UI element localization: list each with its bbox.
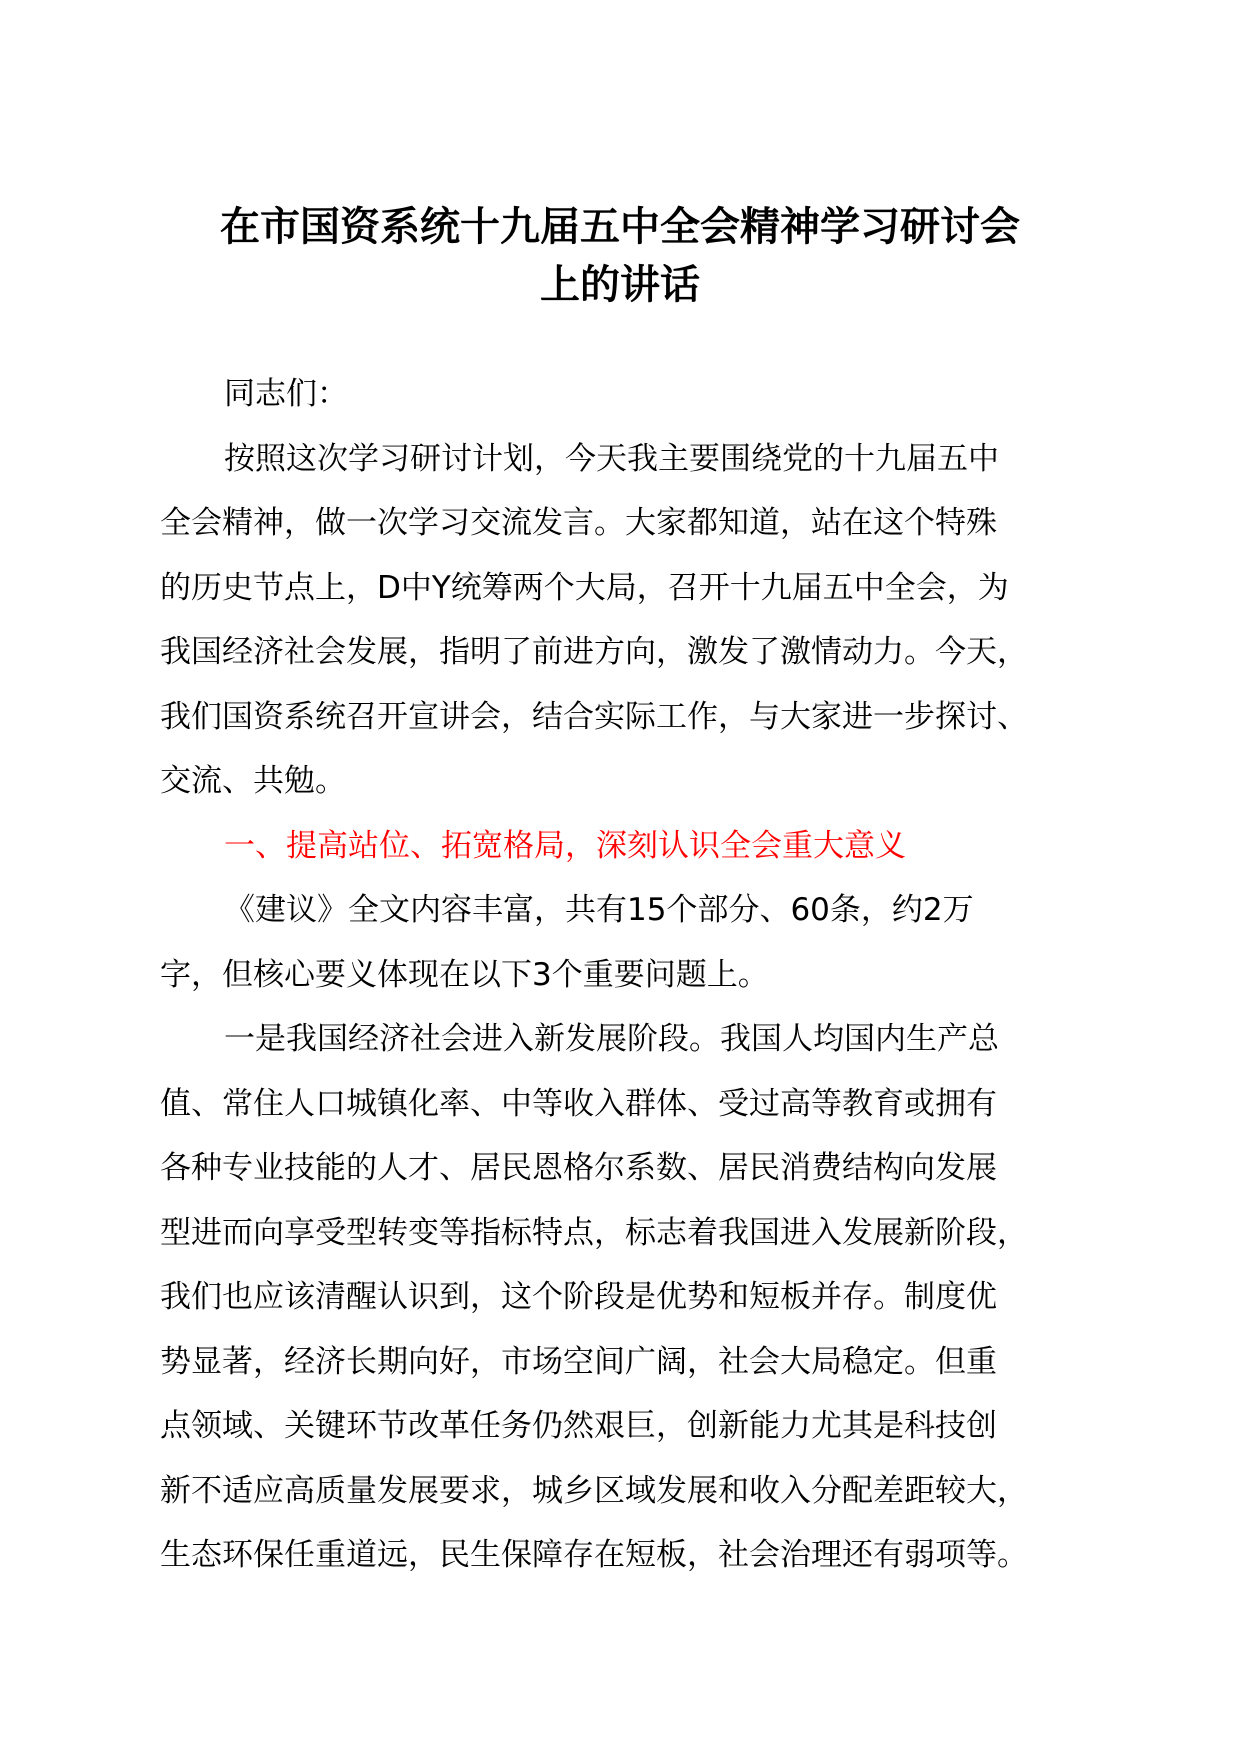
title-line-2: 上的讲话	[540, 262, 700, 308]
paragraph-line: 各种专业技能的人才、居民恩格尔系数、居民消费结构向发展	[160, 1150, 997, 1186]
paragraph-line: 势显著，经济长期向好，市场空间广阔，社会大局稳定。但重	[160, 1343, 997, 1380]
title-line-1: 在市国资系统十九届五中全会精神学习研讨会	[220, 204, 1020, 250]
paragraph-line: 的历史节点上，D中Y统筹两个大局，召开十九届五中全会，为	[160, 569, 1009, 606]
paragraph-line: 我们国资系统召开宣讲会，结合实际工作，与大家进一步探讨、	[160, 698, 1028, 735]
paragraph-line: 新不适应高质量发展要求，城乡区域发展和收入分配差距较大，	[160, 1472, 1028, 1509]
paragraph-line: 按照这次学习研讨计划，今天我主要围绕党的十九届五中	[224, 440, 999, 477]
document-title	[140, 198, 1100, 314]
paragraph-line: 《建议》全文内容丰富，共有15个部分、60条，约2万	[224, 892, 974, 928]
paragraph-line: 字，但核心要义体现在以下3个重要问题上。	[160, 956, 769, 993]
paragraph-line: 值、常住人口城镇化率、中等收入群体、受过高等教育或拥有	[160, 1085, 997, 1122]
paragraph-line: 一、提高站位、拓宽格局，深刻认识全会重大意义	[224, 827, 906, 864]
paragraph-line: 点领域、关键环节改革任务仍然艰巨，创新能力尤其是科技创	[160, 1408, 997, 1444]
paragraph	[160, 362, 1120, 427]
paragraph-line: 生态环保任重道远，民生保障存在短板，社会治理还有弱项等。	[160, 1537, 1028, 1573]
paragraph-line: 全会精神，做一次学习交流发言。大家都知道，站在这个特殊	[160, 505, 997, 541]
paragraph	[160, 1007, 1120, 1588]
paragraph-line: 我们也应该清醒认识到，这个阶段是优势和短板并存。制度优	[160, 1279, 997, 1315]
paragraph	[160, 427, 1120, 814]
paragraph	[160, 878, 1120, 1007]
paragraph-line: 一是我国经济社会进入新发展阶段。我国人均国内生产总	[224, 1021, 999, 1057]
paragraph-line: 交流、共勉。	[160, 763, 346, 799]
section-heading	[160, 814, 1120, 879]
paragraph-line: 我国经济社会发展，指明了前进方向，激发了激情动力。今天，	[160, 634, 1028, 670]
document-body	[160, 362, 1120, 1588]
paragraph-line: 型进而向享受型转变等指标特点，标志着我国进入发展新阶段，	[160, 1214, 1028, 1251]
paragraph-line: 同志们：	[224, 376, 348, 412]
